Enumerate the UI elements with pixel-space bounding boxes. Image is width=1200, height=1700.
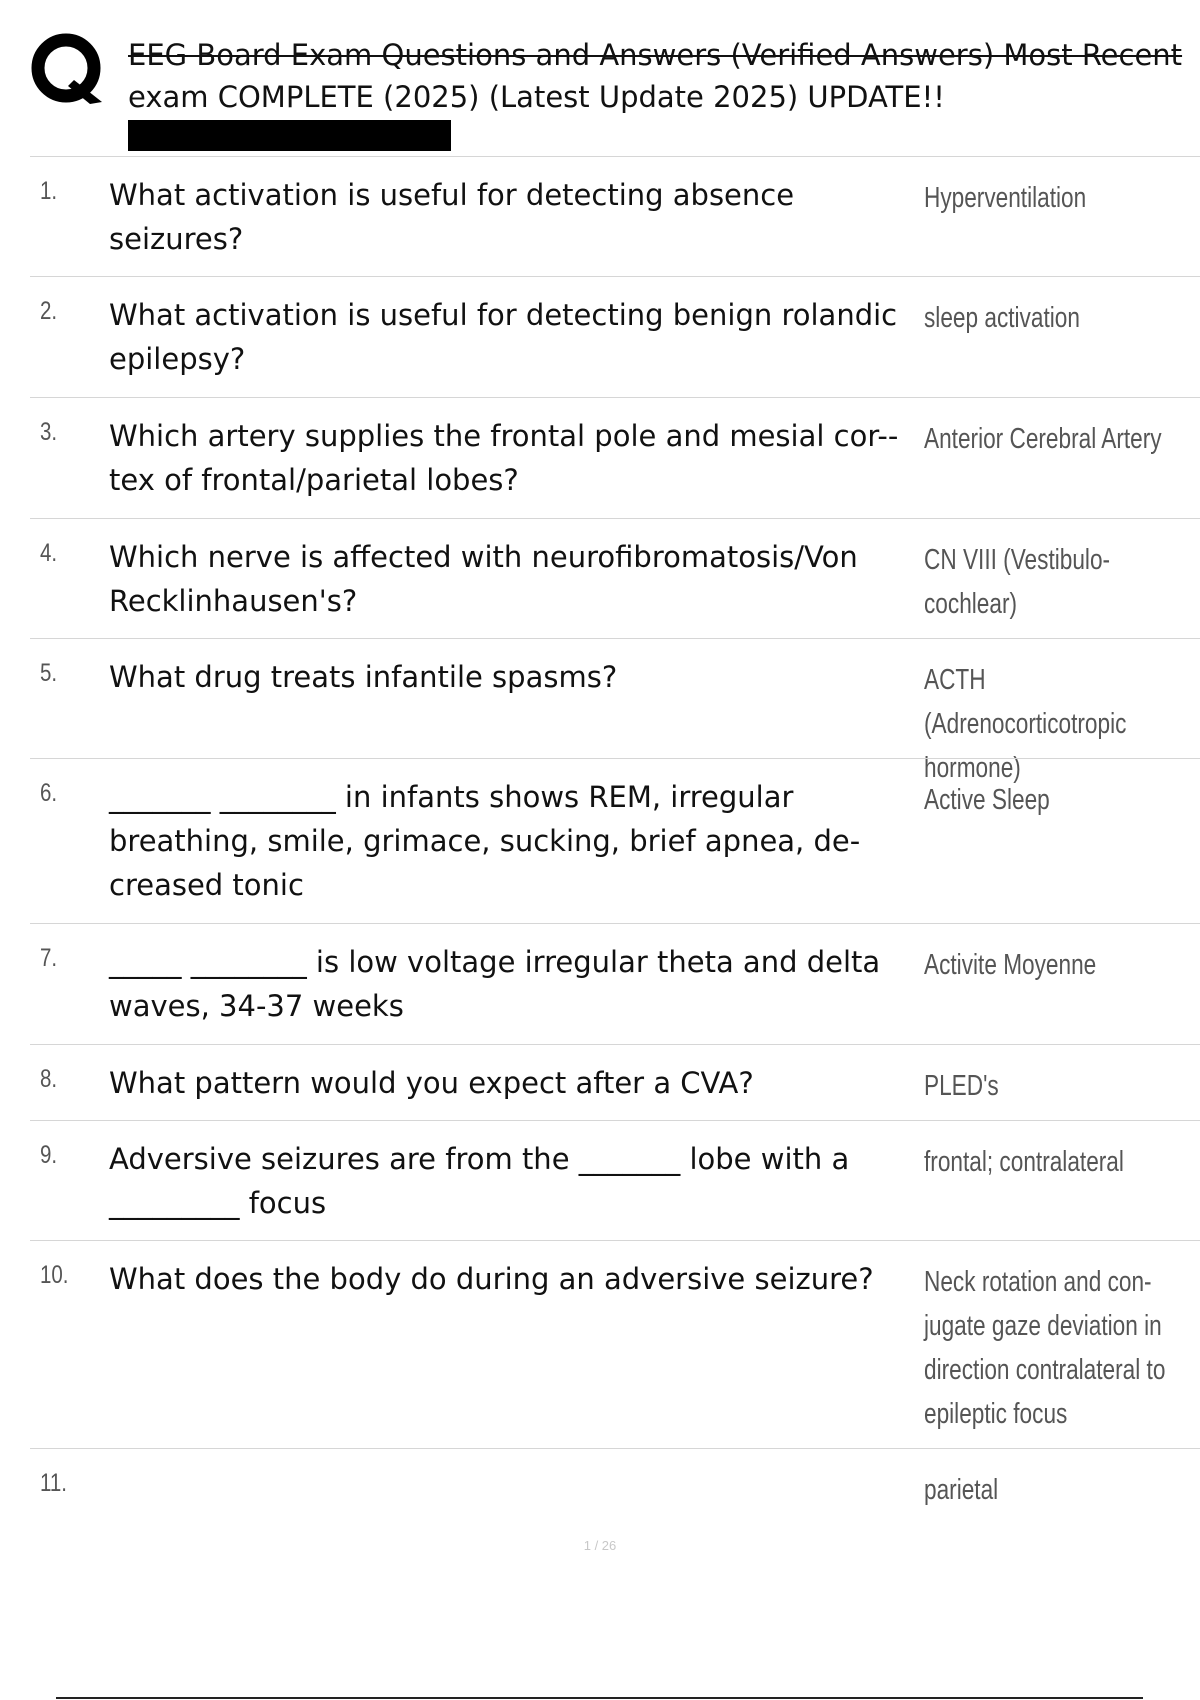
- table-row: [30, 276, 1200, 397]
- question-number: 6.: [40, 779, 58, 807]
- table-row: [30, 1240, 1200, 1448]
- answer-text: frontal; contralateral: [924, 1146, 1124, 1178]
- answer-text: sleep activation: [924, 302, 1080, 334]
- answer-text: parietal: [924, 1474, 999, 1506]
- table-row: [30, 923, 1200, 1044]
- answer-text: Hyperventilation: [924, 182, 1087, 214]
- table-row: [30, 758, 1200, 923]
- question-number: 11.: [40, 1469, 67, 1497]
- table-row: [30, 1120, 1200, 1240]
- question-number: 4.: [40, 539, 58, 567]
- question-number: 3.: [40, 418, 58, 446]
- bottom-divider: [56, 1697, 1143, 1699]
- question-number: 8.: [40, 1065, 58, 1093]
- answer-text: PLED's: [924, 1070, 999, 1102]
- question-text: What drug treats infantile spasms?: [109, 660, 618, 694]
- title-line-1: EEG Board Exam Questions and Answers (Verified Answers) Most Recent: [128, 38, 1183, 72]
- q-logo-icon: [30, 30, 110, 110]
- question-text: _______ ________ in infants shows REM, irregular breathing, smile, grimace, sucking, brief apnea, de-creased tonic: [109, 780, 861, 902]
- answer-text: Neck rotation and con-jugate gaze deviation in direction contralateral to epileptic focus: [924, 1266, 1166, 1430]
- answer-text: CN VIII (Vestibulo-cochlear): [924, 544, 1111, 620]
- page-indicator: 1 / 26: [583, 1538, 617, 1553]
- table-row: [30, 518, 1200, 638]
- question-number: 9.: [40, 1141, 58, 1169]
- table-row: [30, 156, 1200, 276]
- document-title: [128, 34, 1200, 118]
- document-header: [0, 0, 1200, 150]
- title-line-2: exam COMPLETE (2025) (Latest Update 2025) UPDATE!!: [128, 80, 945, 114]
- table-row: [30, 397, 1200, 518]
- question-number: 1.: [40, 177, 58, 205]
- answer-text: ACTH (Adrenocorticotropic hormone): [924, 664, 1127, 784]
- question-text: What does the body do during an adversive seizure?: [109, 1262, 874, 1296]
- answer-text: Anterior Cerebral Artery: [924, 423, 1162, 455]
- question-text: Adversive seizures are from the _______ lobe with a _________ focus: [109, 1142, 850, 1220]
- redaction-bar: [128, 120, 451, 151]
- question-text: What pattern would you expect after a CVA?: [109, 1066, 754, 1100]
- question-text: _____ ________ is low voltage irregular theta and delta waves, 34-37 weeks: [109, 945, 881, 1023]
- question-number: 7.: [40, 944, 58, 972]
- answer-text: Activite Moyenne: [924, 949, 1097, 981]
- table-row: [30, 638, 1200, 784]
- table-row: [30, 1044, 1200, 1120]
- question-text: Which artery supplies the frontal pole and mesial cor-tex of frontal/parietal lobes?: [109, 419, 899, 497]
- question-text: What activation is useful for detecting benign rolandic epilepsy?: [109, 298, 898, 376]
- question-text: What activation is useful for detecting absence seizures?: [109, 178, 795, 256]
- answer-text: Active Sleep: [924, 784, 1050, 816]
- question-text: Which nerve is affected with neurofibromatosis/Von Recklinhausen's?: [109, 540, 858, 618]
- question-number: 2.: [40, 297, 58, 325]
- question-number: 10.: [40, 1261, 69, 1289]
- question-answer-table: [30, 156, 1200, 1548]
- question-number: 5.: [40, 659, 58, 687]
- table-row: [30, 1448, 1200, 1548]
